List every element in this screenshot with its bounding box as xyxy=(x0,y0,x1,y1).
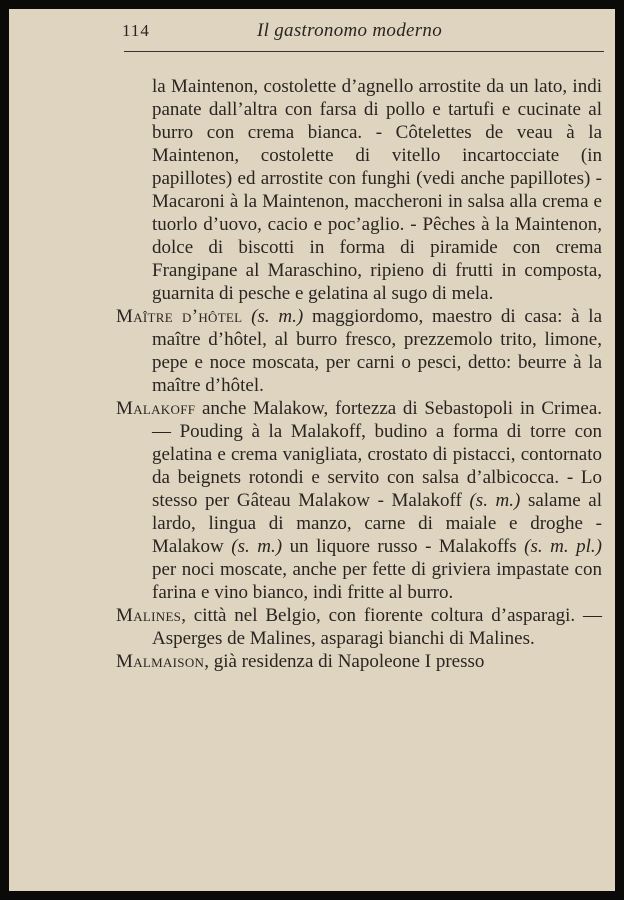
entry-maintenon-continued xyxy=(116,75,602,305)
book-page xyxy=(9,9,615,891)
entry-text: , città nel Belgio, con fiorente coltura d’asparagi. — Asperges de Malines, asparagi bianchi di Malines. xyxy=(152,605,602,649)
entry-abbreviation: (s. m.) xyxy=(469,490,521,511)
entry-headword: Maître d’hôtel xyxy=(116,306,243,327)
entry-text: maggiordomo, maestro di casa: à la maître d’hôtel, al burro fresco, prezzemolo trito, limone, pepe e noce moscata, per carni o pesci, detto: beurre à la maître d’hôtel. xyxy=(152,306,603,396)
entry-malines xyxy=(116,604,602,650)
entry-headword: Malmaison xyxy=(116,651,205,672)
entry-malakoff xyxy=(116,397,602,604)
page-number: 114 xyxy=(122,21,150,40)
entry-abbreviation: (s. m.) xyxy=(231,536,283,557)
entry-headword: Malines xyxy=(116,605,182,626)
entry-text: salame al lardo, lingua di manzo, carne di maiale e droghe - Malakow xyxy=(152,490,602,557)
entry-text: , già residenza di Napoleone I presso xyxy=(204,651,485,672)
entry-malmaison xyxy=(116,650,602,673)
entry-text: un liquore russo - Malakoffs xyxy=(289,536,517,557)
entry-maitre-d-hotel xyxy=(116,305,602,397)
entry-text: per noci moscate, anche per fette di griviera impastate con farina e vino bianco, indi fritte al burro. xyxy=(152,559,602,603)
entry-headword: Malakoff xyxy=(116,398,196,419)
entry-abbreviation: (s. m. pl.) xyxy=(524,536,602,557)
dictionary-body xyxy=(116,75,602,673)
entry-text: la Maintenon, costolette d’agnello arrostite da un lato, indi panate dall’altra con farsa di pollo e tartufi e cucinate al burro con crema bianca. - Côtelettes de veau à la Maintenon, costolette di vitello incartocciate (in papillotes) ed arrostite con funghi (vedi anche papillotes) - Macaroni à la Maintenon, maccheroni in salsa alla crema e tuorlo d’uovo, cacio e poc’aglio. - Pêches à la Maintenon, dolce di biscotti in forma di piramide con crema Frangipane al Maraschino, ripieno di frutti in composta, guarnita di pesche e gelatina al sugo di mela. xyxy=(152,76,602,304)
running-title: Il gastronomo moderno xyxy=(257,20,443,41)
page-header xyxy=(9,9,615,49)
header-rule xyxy=(124,51,604,52)
entry-text: anche Malakow, fortezza di Sebastopoli in Crimea. — Pouding à la Malakoff, budino a forma di torre con gelatina e crema vanigliata, crostato di pistacci, contornato da beignets rotondi e servito con salsa d’albicocca. - Lo stesso per Gâteau Malakow - Malakoff xyxy=(152,398,603,511)
entry-abbreviation: (s. m.) xyxy=(251,306,304,327)
